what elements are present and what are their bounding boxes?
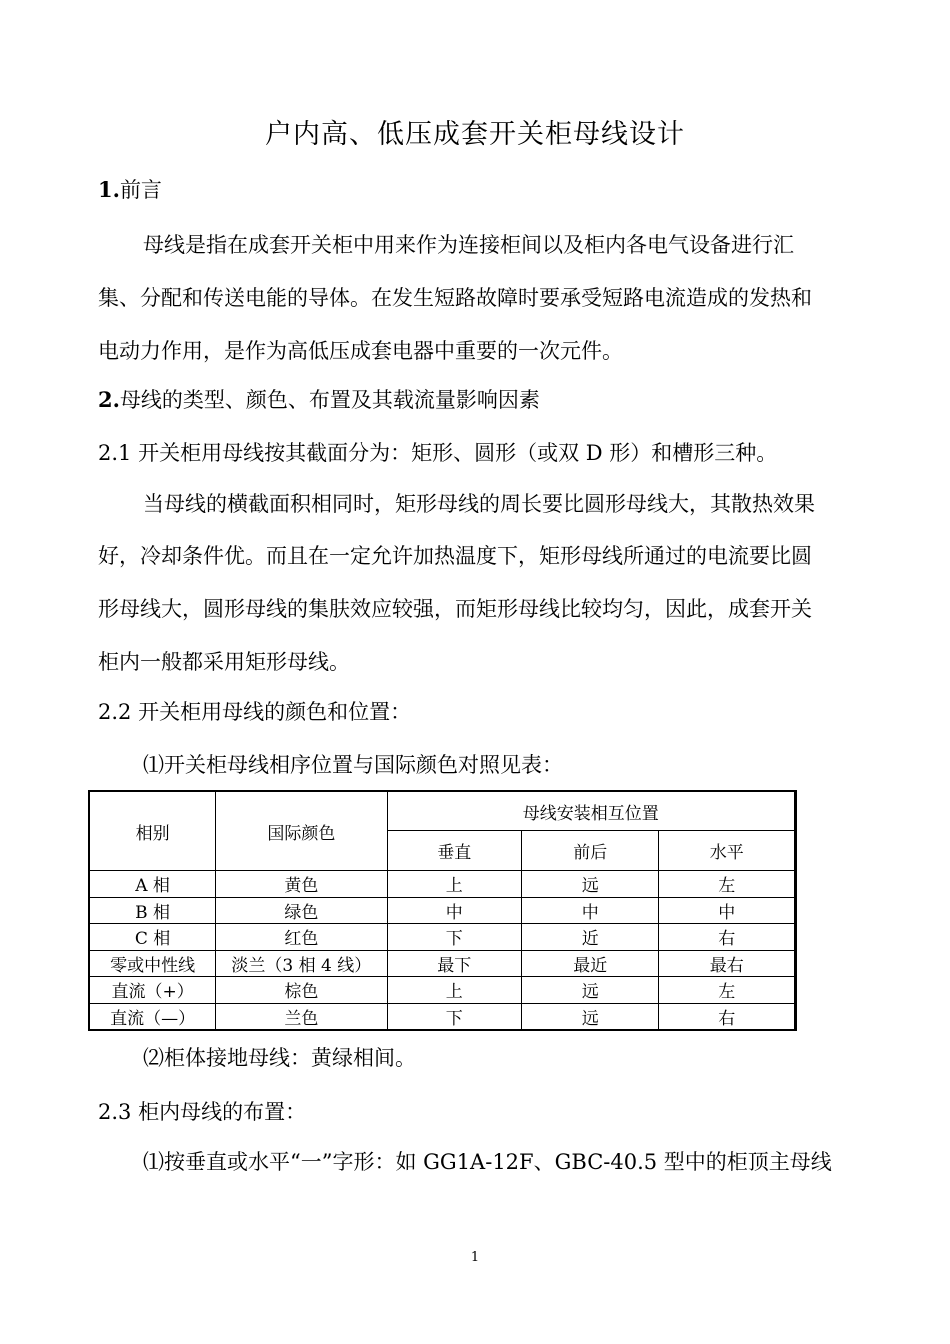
table-cell: 红色 xyxy=(216,924,387,951)
section-1-text: 前言 xyxy=(119,178,162,202)
table-cell: 上 xyxy=(387,977,521,1004)
table-cell: 远 xyxy=(522,871,659,898)
document-title: 户内高、低压成套开关柜母线设计 xyxy=(265,119,685,150)
subheader-front-back: 前后 xyxy=(522,831,659,871)
section-2-3-item-1: ⑴按垂直或水平“一”字形：如 GG1A-12F、GBC-40.5 型中的柜顶主母线 xyxy=(143,1150,832,1174)
table-cell: 黄色 xyxy=(216,871,387,898)
header-position: 母线安装相互位置 xyxy=(387,791,795,831)
table-cell: 下 xyxy=(387,1003,521,1030)
paragraph-2-line-1: 当母线的横截面积相同时，矩形母线的周长要比圆形母线大，其散热效果 xyxy=(143,492,815,516)
table-cell: 远 xyxy=(522,1003,659,1030)
header-phase: 相别 xyxy=(89,791,216,871)
section-2-2-item-2: ⑵柜体接地母线：黄绿相间。 xyxy=(143,1046,416,1070)
table-cell: 中 xyxy=(522,897,659,924)
subheader-horizontal: 水平 xyxy=(659,831,796,871)
table-cell: 淡兰（3 相 4 线） xyxy=(216,950,387,977)
paragraph-1-line-2: 集、分配和传送电能的导体。在发生短路故障时要承受短路电流造成的发热和 xyxy=(98,286,812,310)
table-cell: 右 xyxy=(659,924,796,951)
table-cell: 远 xyxy=(522,977,659,1004)
table-cell: C 相 xyxy=(89,924,216,951)
table-cell: 最下 xyxy=(387,950,521,977)
table-row xyxy=(89,950,796,977)
table-cell: 中 xyxy=(387,897,521,924)
section-2-3-text: 2.3 柜内母线的布置： xyxy=(98,1100,307,1124)
table-header-row xyxy=(89,791,796,831)
section-1-heading xyxy=(98,174,162,204)
table-row xyxy=(89,977,796,1004)
subheader-vertical: 垂直 xyxy=(387,831,521,871)
table-cell: 直流（—） xyxy=(89,1003,216,1030)
table-row xyxy=(89,924,796,951)
table-cell: 右 xyxy=(659,1003,796,1030)
table-cell: 下 xyxy=(387,924,521,951)
table-row xyxy=(89,1003,796,1030)
paragraph-2-line-4: 柜内一般都采用矩形母线。 xyxy=(98,650,350,674)
page-number: 1 xyxy=(470,1250,480,1265)
table-cell: 上 xyxy=(387,871,521,898)
table-cell: 最近 xyxy=(522,950,659,977)
table-cell: 绿色 xyxy=(216,897,387,924)
table-cell: 近 xyxy=(522,924,659,951)
section-2-2-item-1: ⑴开关柜母线相序位置与国际颜色对照见表： xyxy=(143,753,563,777)
paragraph-2-line-2: 好，冷却条件优。而且在一定允许加热温度下，矩形母线所通过的电流要比圆 xyxy=(98,544,812,568)
section-2-2-text: 2.2 开关柜用母线的颜色和位置： xyxy=(98,700,412,724)
table-cell: B 相 xyxy=(89,897,216,924)
section-2-heading xyxy=(98,384,540,414)
table-cell: 零或中性线 xyxy=(89,950,216,977)
table-row xyxy=(89,871,796,898)
section-2-1-text: 2.1 开关柜用母线按其截面分为：矩形、圆形（或双 D 形）和槽形三种。 xyxy=(98,441,778,465)
paragraph-1-line-3: 电动力作用，是作为高低压成套电器中重要的一次元件。 xyxy=(98,339,623,363)
phase-color-table xyxy=(88,790,797,1031)
table-cell: 中 xyxy=(659,897,796,924)
table-cell: 左 xyxy=(659,871,796,898)
table-cell: 左 xyxy=(659,977,796,1004)
table-cell: 最右 xyxy=(659,950,796,977)
table-cell: 直流（+） xyxy=(89,977,216,1004)
section-2-number: 2. xyxy=(98,387,120,412)
header-color: 国际颜色 xyxy=(216,791,387,871)
table-cell: 棕色 xyxy=(216,977,387,1004)
table-row xyxy=(89,897,796,924)
table-cell: 兰色 xyxy=(216,1003,387,1030)
section-2-text: 母线的类型、颜色、布置及其载流量影响因素 xyxy=(119,388,540,412)
paragraph-2-line-3: 形母线大，圆形母线的集肤效应较强，而矩形母线比较均匀，因此，成套开关 xyxy=(98,597,812,621)
section-1-number: 1. xyxy=(98,177,120,202)
paragraph-1-line-1: 母线是指在成套开关柜中用来作为连接柜间以及柜内各电气设备进行汇 xyxy=(143,233,794,257)
table-cell: A 相 xyxy=(89,871,216,898)
